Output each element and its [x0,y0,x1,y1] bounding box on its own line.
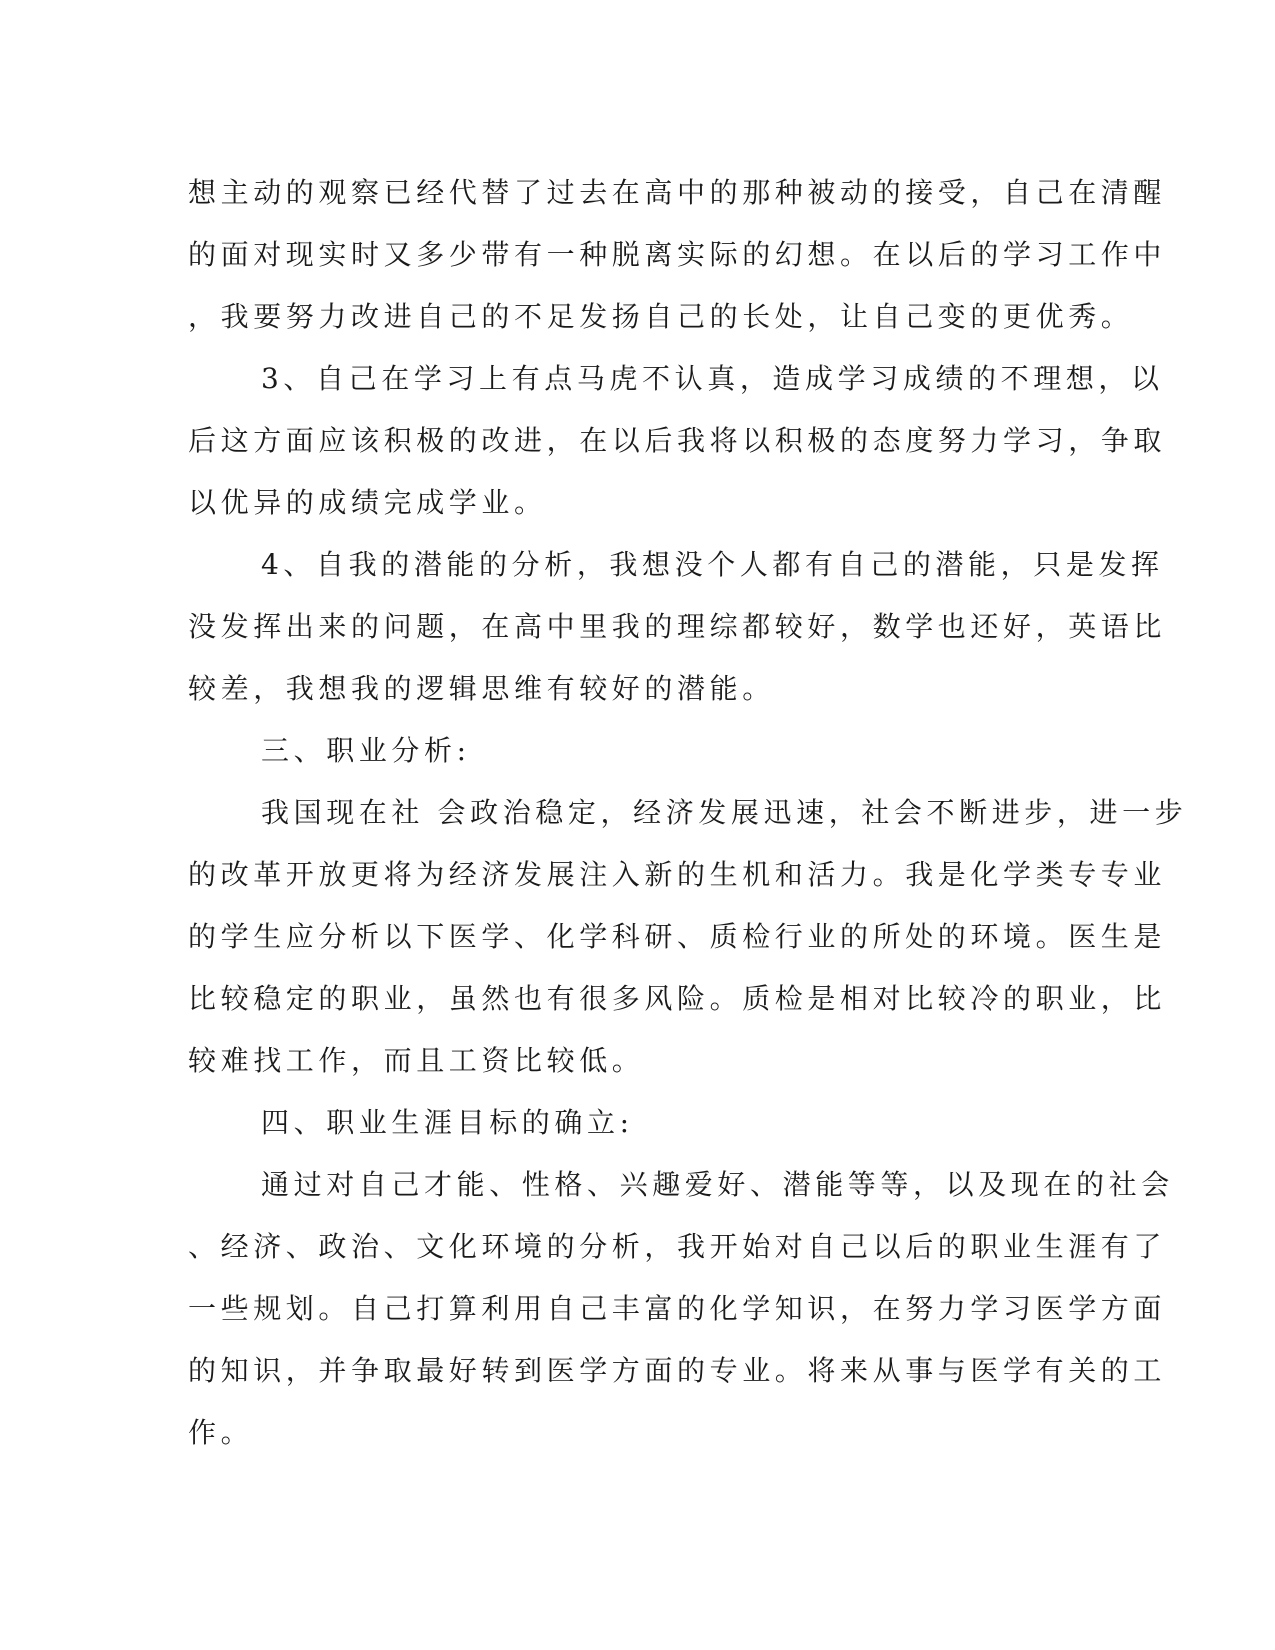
document-body [188,162,1188,1464]
text-line: 后这方面应该积极的改进，在以后我将以积极的态度努力学习，争取 [188,424,1167,457]
text-line: 作。 [188,1416,254,1449]
text-line: 的面对现实时又多少带有一种脱离实际的幻想。在以后的学习工作中 [188,238,1167,271]
text-line: 较差，我想我的逻辑思维有较好的潜能。 [188,672,775,705]
text-line: 4、自我的潜能的分析，我想没个人都有自己的潜能，只是发挥 [261,548,1164,581]
text-line: 3、自己在学习上有点马虎不认真，造成学习成绩的不理想，以 [261,362,1164,395]
text-line: 比较稳定的职业，虽然也有很多风险。质检是相对比较冷的职业，比 [188,982,1167,1015]
text-line: 没发挥出来的问题，在高中里我的理综都较好，数学也还好，英语比 [188,610,1167,643]
text-line: 的改革开放更将为经济发展注入新的生机和活力。我是化学类专专业 [188,858,1167,891]
text-line: 、经济、政治、文化环境的分析，我开始对自己以后的职业生涯有了 [188,1230,1167,1263]
text-line: 想主动的观察已经代替了过去在高中的那种被动的接受，自己在清醒 [188,176,1167,209]
section-heading: 三、职业分析: [261,734,471,767]
text-line: 我国现在社 会政治稳定，经济发展迅速，社会不断进步，进一步 [261,796,1188,829]
text-line: 一些规划。自己打算利用自己丰富的化学知识，在努力学习医学方面 [188,1292,1167,1325]
text-line: 通过对自己才能、性格、兴趣爱好、潜能等等，以及现在的社会 [261,1168,1174,1201]
text-line: ，我要努力改进自己的不足发扬自己的长处，让自己变的更优秀。 [188,300,1134,333]
text-line: 较难找工作，而且工资比较低。 [188,1044,645,1077]
section-heading: 四、职业生涯目标的确立: [261,1106,634,1139]
text-line: 的知识，并争取最好转到医学方面的专业。将来从事与医学有关的工 [188,1354,1167,1387]
text-line: 以优异的成绩完成学业。 [188,486,547,519]
text-line: 的学生应分析以下医学、化学科研、质检行业的所处的环境。医生是 [188,920,1167,953]
